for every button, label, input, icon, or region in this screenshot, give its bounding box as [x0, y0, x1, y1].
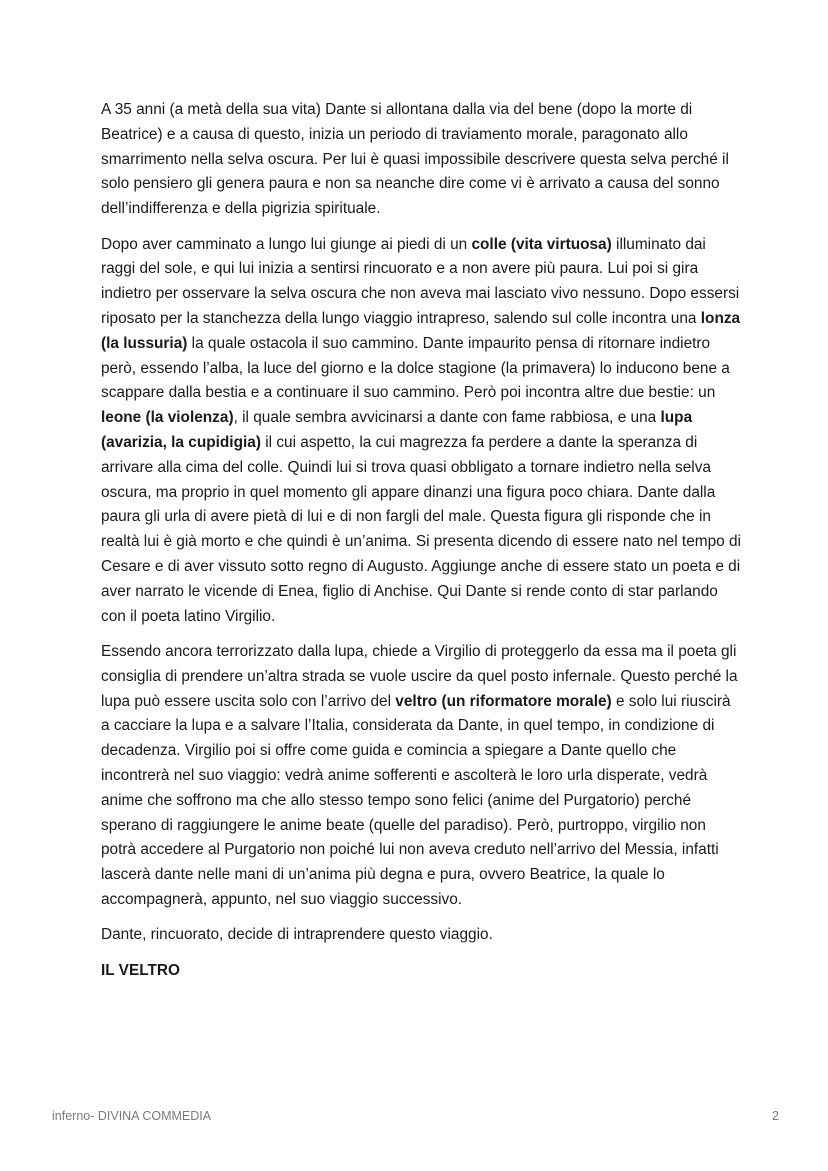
text-segment: Essendo ancora terrorizzato dalla lupa, chiede a Virgilio di proteggerlo da essa ma il poeta gli consiglia di prendere un’altra strada se vuole uscire da quel posto infernale. Questo perché la lupa può essere uscita solo con l’arrivo del [101, 642, 738, 710]
footer-title: inferno- DIVINA COMMEDIA [52, 1109, 212, 1123]
section-heading: IL VELTRO [101, 961, 180, 979]
bold-term-leone: leone (la violenza) [101, 409, 234, 427]
text-segment: la quale ostacola il suo cammino. Dante impaurito pensa di ritornare indietro però, essendo l’alba, la luce del giorno e la dolce stagione (la primavera) lo inducono bene a scappare dalla bestia e a continuare il suo cammino. Però poi incontra altre due bestie: un [101, 334, 730, 402]
bold-term-colle: colle (vita virtuosa) [471, 235, 612, 253]
text-segment: , il quale sembra avvicinarsi a dante con fame rabbiosa, e una [233, 409, 661, 427]
text-segment: Dante, rincuorato, decide di intraprendere questo viaggio. [101, 926, 493, 944]
paragraph-1 [101, 98, 741, 222]
paragraph-3 [101, 640, 741, 913]
text-segment: illuminato dai raggi del sole, e qui lui inizia a sentirsi rincuorato e a non avere più paura. Lui poi si gira indietro per osservare la selva oscura che non aveva mai lasciato vivo nessuno. Dopo essersi riposato per la stanchezza della lungo viaggio intrapreso, salendo sul colle incontra una [101, 235, 740, 327]
bold-term-lupa: lupa (avarizia, la cupidigia) [101, 409, 693, 451]
text-segment: il cui aspetto, la cui magrezza fa perdere a dante la speranza di arrivare alla cima del colle. Quindi lui si trova quasi obbligato a tornare indietro nella selva oscura, ma proprio in quel momento gli appare dinanzi una figura poco chiara. Dante dalla paura gli urla di avere pietà di lui e di non fargli del male. Questa figura gli risponde che in realtà lui è già morto e che quindi è un’anima. Si presenta dicendo di essere nato nel tempo di Cesare e di aver vissuto sotto regno di Augusto. Aggiunge anche di essere stato un poeta e di aver narrato le vicende di Enea, figlio di Anchise. Qui Dante si rende conto di star parlando con il poeta latino Virgilio. [101, 433, 741, 625]
paragraph-2 [101, 233, 741, 630]
document-body [101, 98, 741, 994]
bold-term-veltro: veltro (un riformatore morale) [395, 692, 612, 710]
paragraph-4 [101, 923, 741, 948]
bold-term-lonza: lonza (la lussuria) [101, 309, 741, 352]
text-segment: A 35 anni (a metà della sua vita) Dante si allontana dalla via del bene (dopo la morte di Beatrice) e a causa di questo, inizia un periodo di traviamento morale, paragonato allo smarrimento nella selva oscura. Per lui è quasi impossibile descrivere questa selva perché il solo pensiero gli genera paura e non sa neanche dire come vi è arrivato a causa del sonno dell’indifferenza e della pigrizia spirituale. [101, 101, 729, 218]
page-number: 2 [772, 1109, 779, 1123]
text-segment: Dopo aver camminato a lungo lui giunge ai piedi di un [101, 235, 472, 253]
text-segment: e solo lui riuscirà a cacciare la lupa e a salvare l’Italia, considerata da Dante, in quel tempo, in condizione di decadenza. Virgilio poi si offre come guida e comincia a spiegare a Dante quello che incontrerà nel suo viaggio: vedrà anime sofferenti e ascolterà le loro urla disperate, vedrà anime che soffrono ma che allo stesso tempo sono felici (anime del Purgatorio) perché sperano di raggiungere le anime beate (quelle del paradiso). Però, purtroppo, virgilio non potrà accedere al Purgatorio non poiché lui non aveva creduto nell’arrivo del Messia, infatti lascerà dante nelle mani di un’anima più degna e pura, ovvero Beatrice, la quale lo accompagnerà, appunto, nel suo viaggio successivo. [101, 692, 731, 908]
